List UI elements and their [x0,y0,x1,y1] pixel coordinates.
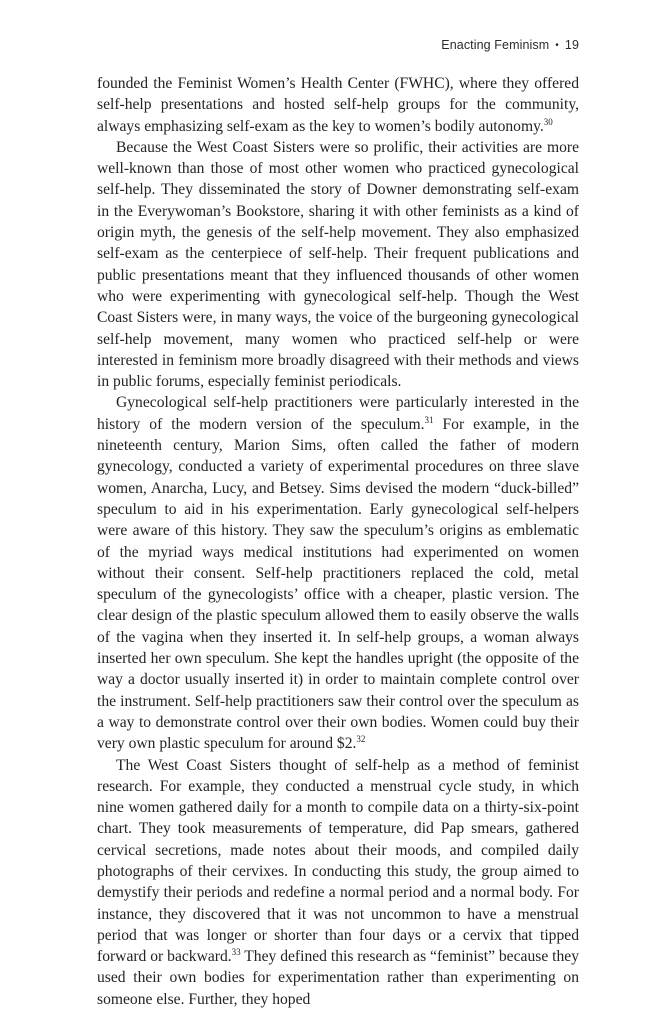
paragraph [97,755,579,1010]
paragraph-text: founded the Feminist Women’s Health Center (FWHC), where they offered self-help presentations and hosted self-help groups for the community, always emphasizing self-exam as the key to women’s bodily autonomy. [97,75,579,135]
footnote-reference: 33 [232,947,241,957]
footnote-reference: 31 [425,415,434,425]
page-number: 19 [565,38,579,52]
body-text [97,73,579,1010]
running-head-title: Enacting Feminism [441,38,549,52]
paragraph-text: The West Coast Sisters thought of self-help as a method of feminist research. For example, they conducted a menstrual cycle study, in which nine women gathered daily for a month to compile data on a thirty-six-point chart. They took measurements of temperature, did Pap smears, gathered cervical secretions, made notes about their moods, and compiled daily photographs of their cervixes. In conducting this study, the group aimed to demystify their periods and redefine a normal period and a normal body. For instance, they discovered that it was not uncommon to have a menstrual period that was longer or shorter than four days or a cervix that tipped forward or backward. [97,757,579,966]
paragraph [97,73,579,137]
paragraph-text: Because the West Coast Sisters were so prolific, their activities are more well-known than those of most other women who practiced gynecological self-help. They disseminated the story of Downer demonstrating self-exam in the Everywoman’s Bookstore, sharing it with other feminists as a kind of origin myth, the genesis of the self-help movement. They also emphasized self-exam as the centerpiece of self-help. Their frequent publications and public presentations meant that they influenced thousands of other women who were experimenting with gynecological self-help. Though the West Coast Sisters were, in many ways, the voice of the burgeoning gynecological self-help movement, many women who practiced self-help or were interested in feminism more broadly disagreed with their methods and views in public forums, especially feminist periodicals. [97,139,579,390]
paragraph-text: For example, in the nineteenth century, Marion Sims, often called the father of modern gynecology, conducted a variety of experimental procedures on three slave women, Anarcha, Lucy, and Betsey. Sims devised the modern “duck-billed” speculum to aid in his experimentation. Early gynecological self-helpers were aware of this history. They saw the speculum’s origins as emblematic of the myriad ways medical institutions had experimented on women without their consent. Self-help practitioners replaced the cold, metal speculum of the gynecologists’ office with a cheaper, plastic version. The clear design of the plastic speculum allowed them to easily observe the walls of the vagina when they inserted it. In self-help groups, a woman always inserted her own speculum. She kept the handles upright (the opposite of the way a doctor usually inserted it) in order to maintain complete control over the instrument. Self-help practitioners saw their control over the speculum as a way to demonstrate control over their own bodies. Women could buy their very own plastic speculum for around $2. [97,416,579,752]
paragraph-text: They defined this research as “feminist” because they used their own bodies for experimentation rather than experimenting on someone else. Further, they hoped [97,948,579,1008]
paragraph [97,137,579,393]
running-head [441,38,579,52]
paragraph [97,392,579,754]
footnote-reference: 32 [356,734,365,744]
footnote-reference: 30 [544,116,553,126]
bullet-separator: • [555,40,559,51]
paragraph-text: Gynecological self-help practitioners were particularly interested in the history of the modern version of the speculum. [97,394,579,432]
